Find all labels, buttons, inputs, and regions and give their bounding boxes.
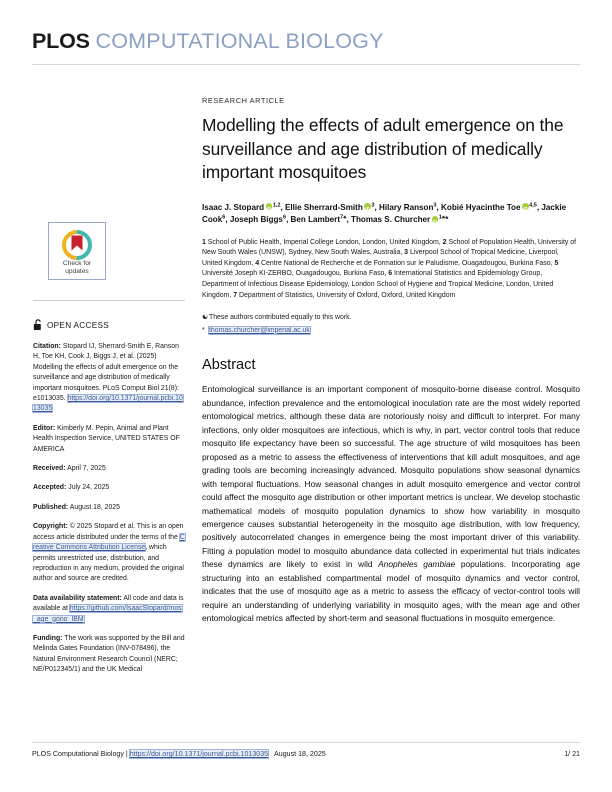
creative-commons-link[interactable]: Creative Commons Attribution License: [33, 533, 185, 552]
editor-text: Kimberly M. Pepin, Animal and Plant Health Inspection Service, UNITED STATES OF AMERICA: [33, 424, 180, 453]
copyright-label: Copyright:: [33, 523, 68, 531]
corresponding-marker: *: [202, 326, 205, 334]
footer-doi-link[interactable]: https://doi.org/10.1371/journal.pcbi.1013035: [129, 750, 269, 758]
data-availability-block: [33, 594, 185, 625]
editor-block: [33, 424, 185, 455]
citation-label: Citation:: [33, 343, 61, 350]
sidebar-divider: [33, 300, 185, 301]
citation-doi-link[interactable]: https://doi.org/10.1371/journal.pcbi.1013035: [33, 395, 183, 413]
orcid-icon[interactable]: [364, 203, 371, 210]
article-type-kicker: RESEARCH ARTICLE: [202, 96, 285, 105]
footer-divider: [32, 742, 580, 743]
accepted-block: [33, 483, 185, 493]
equal-contribution-note: [202, 313, 580, 324]
footer-date: August 18, 2025: [274, 750, 326, 758]
funding-text: The work was supported by the Bill and Melinda Gates Foundation (INV-078496), the Natural Environment Research Council (NERC; NE/P012345/1) and the UK Medical: [33, 634, 185, 674]
masthead: [32, 28, 580, 62]
page-footer: [32, 750, 580, 758]
page-title: Modelling the effects of adult emergence on the surveillance and age distribution of medically important mosquitoes: [202, 115, 564, 182]
orcid-icon[interactable]: [432, 216, 439, 223]
sidebar: [33, 222, 185, 676]
orcid-icon[interactable]: [266, 203, 273, 210]
open-access-badge: [33, 319, 185, 331]
corresponding-email-link[interactable]: thomas.churcher@imperial.ac.uk: [209, 326, 310, 334]
published-block: [33, 503, 185, 513]
github-repo-link[interactable]: https://github.com/IsaacStopard/mos_age_gono_IBM: [33, 605, 182, 623]
citation-text: Stopard IJ, Sherrard-Smith E, Ranson H, Toe KH, Cook J, Biggs J, et al. (2025) Modelling the effects of adult emergence on the surveillance and age distribution of medically important mosquitoes. PLoS Comput Biol 21(8): e1013035.: [33, 343, 179, 403]
unlocked-padlock-icon: [33, 319, 43, 331]
equal-contribution-marker: ☯: [202, 314, 209, 322]
citation-block: [33, 342, 185, 415]
data-availability-label: Data availability statement:: [33, 594, 122, 602]
crossmark-label: Check for updates: [62, 260, 92, 275]
footer-left: [32, 750, 326, 758]
affiliations: 1 School of Public Health, Imperial College London, London, United Kingdom, 2 School of Population Health, University of New South Wales (UNSW), Sydney, New South Wales, Australia, 3 Liverpool School of Tropical Medicine, Liverpool, United Kingdom, 4 Centre National de Recherche et de Formation sur le Paludisme, Ouagadougou, Burkina Faso, 5 Université Joseph KI-ZERBO, Ouagadougou, Burkina Faso, 6 International Statistics and Epidemiology Group, Department of Infectious Disease Epidemiology, London School of Hygiene and Tropical Medicine, London, United Kingdom, 7 Department of Statistics, University of Oxford, Oxford, United Kingdom: [202, 238, 577, 299]
editor-label: Editor:: [33, 424, 56, 432]
crossmark-badge[interactable]: [48, 222, 106, 280]
plos-logo[interactable]: [32, 28, 580, 54]
orcid-icon[interactable]: [522, 203, 529, 210]
funding-label: Funding:: [33, 634, 63, 642]
crossmark-ring-icon: [60, 228, 94, 262]
received-block: [33, 464, 185, 474]
author-list: Isaac J. Stopard iD $^{1,2}$, Ellie Sherrard-Smith iD $^3$, Hilary Ranson$^3$, Kobié Hyacinthe ToeiD $^{4,5}$, Jackie Cook$^6$, Joseph Biggs$^6$, Ben Lambert$^{7⚹}$, Thomas S. Churcher iD $^{1⚹}$*: [202, 202, 580, 227]
received-label: Received:: [33, 465, 66, 473]
masthead-divider: [32, 64, 580, 65]
published-text: August 18, 2025: [69, 503, 120, 511]
plos-logo-journal: COMPUTATIONAL BIOLOGY: [95, 29, 384, 53]
funding-block: [33, 634, 185, 676]
sidebar-metadata: [33, 342, 185, 676]
plos-logo-primary: PLOS: [32, 29, 90, 53]
copyright-text-part2: , which permits unrestricted use, distribution, and reproduction in any medium, provided the original author and source are credited.: [33, 544, 184, 583]
abstract-text: Entomological surveillance is an important component of mosquito-borne disease control. Mosquito abundance, infection prevalence and the entomological inoculation rate are the most widely reported entomological metrics, although these data are notoriously noisy and difficult to interpret. For many infections, only older mosquitoes are infectious, which is why, in part, vector control tools that reduce mosquito life expectancy have been so successful. The age structure of wild mosquitoes has been proposed as a metric to assess the effectiveness of interventions that kill adult mosquitoes, and age grading tools are becoming increasingly advanced. Mosquito populations show seasonal dynamics with temporal fluctuations. How seasonal changes in adult mosquito emergence and vector control could affect the mosquito age distribution or other important metrics is unclear. We develop stochastic mathematical models of mosquito population dynamics to show how variability in mosquito emergence causes substantial heterogeneity in the mosquito age distribution, with low frequency, positively autocorrelated changes in emergence being the most important driver of this variability. Fitting a population model to mosquito abundance data collected in experimental hut trials indicates these dynamics are likely to exist in wild Anopheles gambiae populations. Incorporating age structuring into an established compartmental model of mosquito dynamics and vector control, indicates that the use of mosquito age as a metric to assess the efficacy of vector-control tools will require an understanding of underlying variability in mosquito ages, with the mean age and other entomological metrics affected by short-term and seasonal fluctuations in mosquito emergence.: [202, 384, 580, 624]
corresponding-author-note: [202, 326, 580, 337]
published-label: Published:: [33, 503, 69, 511]
accepted-text: July 24, 2025: [68, 484, 110, 492]
open-access-label: OPEN ACCESS: [47, 320, 109, 330]
equal-contribution-text: These authors contributed equally to this work.: [209, 314, 352, 322]
data-availability-period: .: [83, 615, 86, 623]
copyright-text-part1: © 2025 Stopard et al. This is an open access article distributed under the terms of the: [33, 523, 184, 541]
copyright-block: [33, 522, 185, 584]
article-body: [202, 96, 580, 626]
data-availability-text: All code and data is available at: [33, 594, 184, 613]
received-text: April 7, 2025: [67, 465, 106, 473]
footer-journal: PLOS Computational Biology |: [32, 750, 128, 758]
footer-page-number: 1/ 21: [564, 750, 580, 758]
abstract-heading: Abstract: [202, 357, 256, 374]
accepted-label: Accepted:: [33, 484, 67, 492]
